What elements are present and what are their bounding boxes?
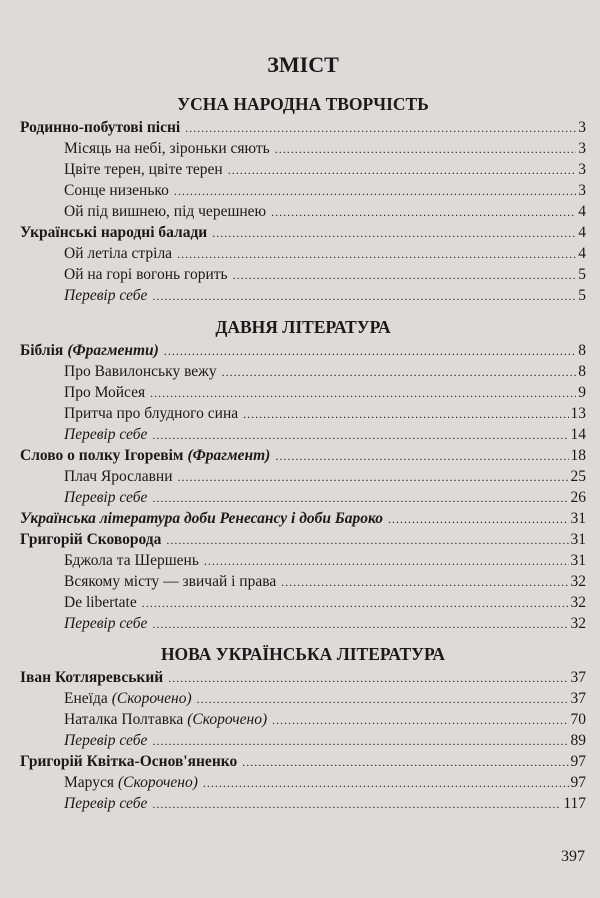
dot-leader <box>242 752 568 773</box>
entry-note: (Скорочено) <box>117 774 198 791</box>
dot-leader <box>197 689 569 710</box>
entry-title: Наталка Полтавка <box>64 711 184 728</box>
toc-entry[interactable] <box>20 285 586 306</box>
toc-entry-chapter[interactable] <box>20 529 586 550</box>
entry-title: Всякому місту — звичай і права <box>64 573 277 590</box>
entry-title: Про Мойсея <box>64 384 146 401</box>
dot-leader <box>275 139 577 160</box>
toc-entry-chapter[interactable] <box>20 117 586 138</box>
toc-entry[interactable] <box>20 592 586 613</box>
entry-note: (Фрагменти) <box>67 342 159 359</box>
dot-leader <box>222 362 577 383</box>
toc-entry[interactable] <box>20 613 586 634</box>
dot-leader <box>204 551 569 572</box>
toc-entry[interactable] <box>20 709 586 730</box>
dot-leader <box>275 446 568 467</box>
entry-page: 5 <box>578 287 586 304</box>
toc-entry[interactable] <box>20 571 586 592</box>
dot-leader <box>142 593 569 614</box>
entry-page: 31 <box>570 531 586 548</box>
section-heading: УСНА НАРОДНА ТВОРЧІСТЬ <box>177 94 429 114</box>
entry-title: De libertate <box>64 594 137 611</box>
section-heading: НОВА УКРАЇНСЬКА ЛІТЕРАТУРА <box>160 644 446 664</box>
entry-title: Українські народні балади <box>20 224 208 241</box>
dot-leader <box>174 181 576 202</box>
entry-page: 32 <box>570 594 586 611</box>
toc-entry[interactable] <box>20 487 586 508</box>
entry-page: 32 <box>570 573 586 590</box>
entry-title: Григорій Сковорода <box>20 531 162 548</box>
dot-leader <box>152 425 568 446</box>
entry-title: Плач Ярославни <box>64 468 173 485</box>
entry-title: Перевір себе <box>64 426 148 443</box>
toc-entry-chapter[interactable] <box>20 445 586 466</box>
entry-page: 4 <box>578 203 586 220</box>
toc-entry[interactable] <box>20 793 586 814</box>
toc-entry[interactable] <box>20 688 586 709</box>
section-heading: ДАВНЯ ЛІТЕРАТУРА <box>215 317 391 337</box>
dot-leader <box>281 572 568 593</box>
entry-title: Перевір себе <box>64 287 148 304</box>
entry-note: (Скорочено) <box>111 690 192 707</box>
toc-entry[interactable] <box>20 201 586 222</box>
toc-entry[interactable] <box>20 772 586 793</box>
dot-leader <box>164 341 576 362</box>
toc-entry[interactable] <box>20 382 586 403</box>
toc-entry[interactable] <box>20 466 586 487</box>
entry-page: 37 <box>570 669 586 686</box>
entry-title: Притча про блудного сина <box>64 405 239 422</box>
entry-title: Ой на горі вогонь горить <box>64 266 228 283</box>
dot-leader <box>272 710 568 731</box>
entry-page: 3 <box>578 182 586 199</box>
entry-page: 3 <box>578 140 586 157</box>
entry-title: Біблія <box>20 342 64 359</box>
toc-entry-chapter[interactable] <box>20 667 586 688</box>
page-title: ЗМІСТ <box>267 52 339 77</box>
dot-leader <box>228 160 577 181</box>
entry-page: 97 <box>570 774 586 791</box>
entry-page: 26 <box>570 489 586 506</box>
toc-entry[interactable] <box>20 243 586 264</box>
entry-page: 32 <box>570 615 586 632</box>
entry-title: Маруся <box>64 774 114 791</box>
entry-title: Перевір себе <box>64 489 148 506</box>
entry-note: (Скорочено) <box>187 711 268 728</box>
dot-leader <box>388 509 568 530</box>
dot-leader <box>166 530 568 551</box>
entry-title: Перевір себе <box>64 732 148 749</box>
toc-entry[interactable] <box>20 550 586 571</box>
entry-page: 8 <box>578 342 586 359</box>
entry-title: Іван Котляревський <box>20 669 164 686</box>
entry-title: Сонце низенько <box>64 182 169 199</box>
toc-entry[interactable] <box>20 361 586 382</box>
dot-leader <box>152 731 568 752</box>
dot-leader <box>177 244 576 265</box>
toc-entry-chapter[interactable] <box>20 340 586 361</box>
toc-entry[interactable] <box>20 180 586 201</box>
dot-leader <box>178 467 569 488</box>
entry-title: Ой під вишнею, під черешнею <box>64 203 267 220</box>
entry-page: 18 <box>570 447 586 464</box>
dot-leader <box>150 383 576 404</box>
dot-leader <box>233 265 577 286</box>
entry-page: 37 <box>570 690 586 707</box>
entry-page: 8 <box>578 363 586 380</box>
toc-entry[interactable] <box>20 159 586 180</box>
entry-page: 25 <box>570 468 586 485</box>
dot-leader <box>203 773 569 794</box>
page-number: 397 <box>561 848 585 865</box>
dot-leader <box>152 794 561 815</box>
dot-leader <box>212 223 576 244</box>
toc-entry-chapter[interactable] <box>20 222 586 243</box>
dot-leader <box>168 668 568 689</box>
entry-page: 4 <box>578 245 586 262</box>
toc-entry[interactable] <box>20 424 586 445</box>
entry-title: Григорій Квітка-Основ'яненко <box>20 753 238 770</box>
entry-title: Про Вавилонську вежу <box>64 363 217 380</box>
dot-leader <box>243 404 568 425</box>
entry-page: 5 <box>578 266 586 283</box>
toc-entry[interactable] <box>20 403 586 424</box>
toc-entry-chapter[interactable] <box>20 751 586 772</box>
entry-page: 9 <box>578 384 586 401</box>
dot-leader <box>152 614 568 635</box>
section-ancient-literature <box>20 314 586 634</box>
entry-page: 70 <box>570 711 586 728</box>
toc-entry-chapter[interactable] <box>20 508 586 529</box>
entry-note: (Фрагмент) <box>187 447 271 464</box>
entry-title: Бджола та Шершень <box>64 552 199 569</box>
entry-title: Слово о полку Ігоревім <box>20 447 184 464</box>
entry-page: 3 <box>578 119 586 136</box>
entry-page: 14 <box>570 426 586 443</box>
dot-leader <box>152 488 568 509</box>
section-new-literature <box>20 641 586 814</box>
entry-page: 4 <box>578 224 586 241</box>
section-oral-folk <box>20 91 586 306</box>
toc-entry[interactable] <box>20 138 586 159</box>
entry-page: 89 <box>570 732 586 749</box>
entry-page: 13 <box>570 405 586 422</box>
dot-leader <box>152 286 576 307</box>
entry-title: Ой летіла стріла <box>64 245 173 262</box>
entry-page: 3 <box>578 161 586 178</box>
entry-title: Перевір себе <box>64 795 148 812</box>
entry-title: Родинно-побутові пісні <box>20 119 181 136</box>
entry-title: Перевір себе <box>64 615 148 632</box>
toc-entry[interactable] <box>20 730 586 751</box>
entry-title: Українська література доби Ренесансу і доби Бароко <box>20 510 384 527</box>
entry-page: 117 <box>563 795 586 812</box>
dot-leader <box>271 202 576 223</box>
dot-leader <box>185 118 576 139</box>
entry-page: 97 <box>570 753 586 770</box>
entry-title: Цвіте терен, цвіте терен <box>64 161 223 178</box>
toc-entry[interactable] <box>20 264 586 285</box>
entry-page: 31 <box>570 552 586 569</box>
entry-title: Місяць на небі, зіроньки сяють <box>64 140 270 157</box>
entry-page: 31 <box>570 510 586 527</box>
entry-title: Енеїда <box>64 690 108 707</box>
